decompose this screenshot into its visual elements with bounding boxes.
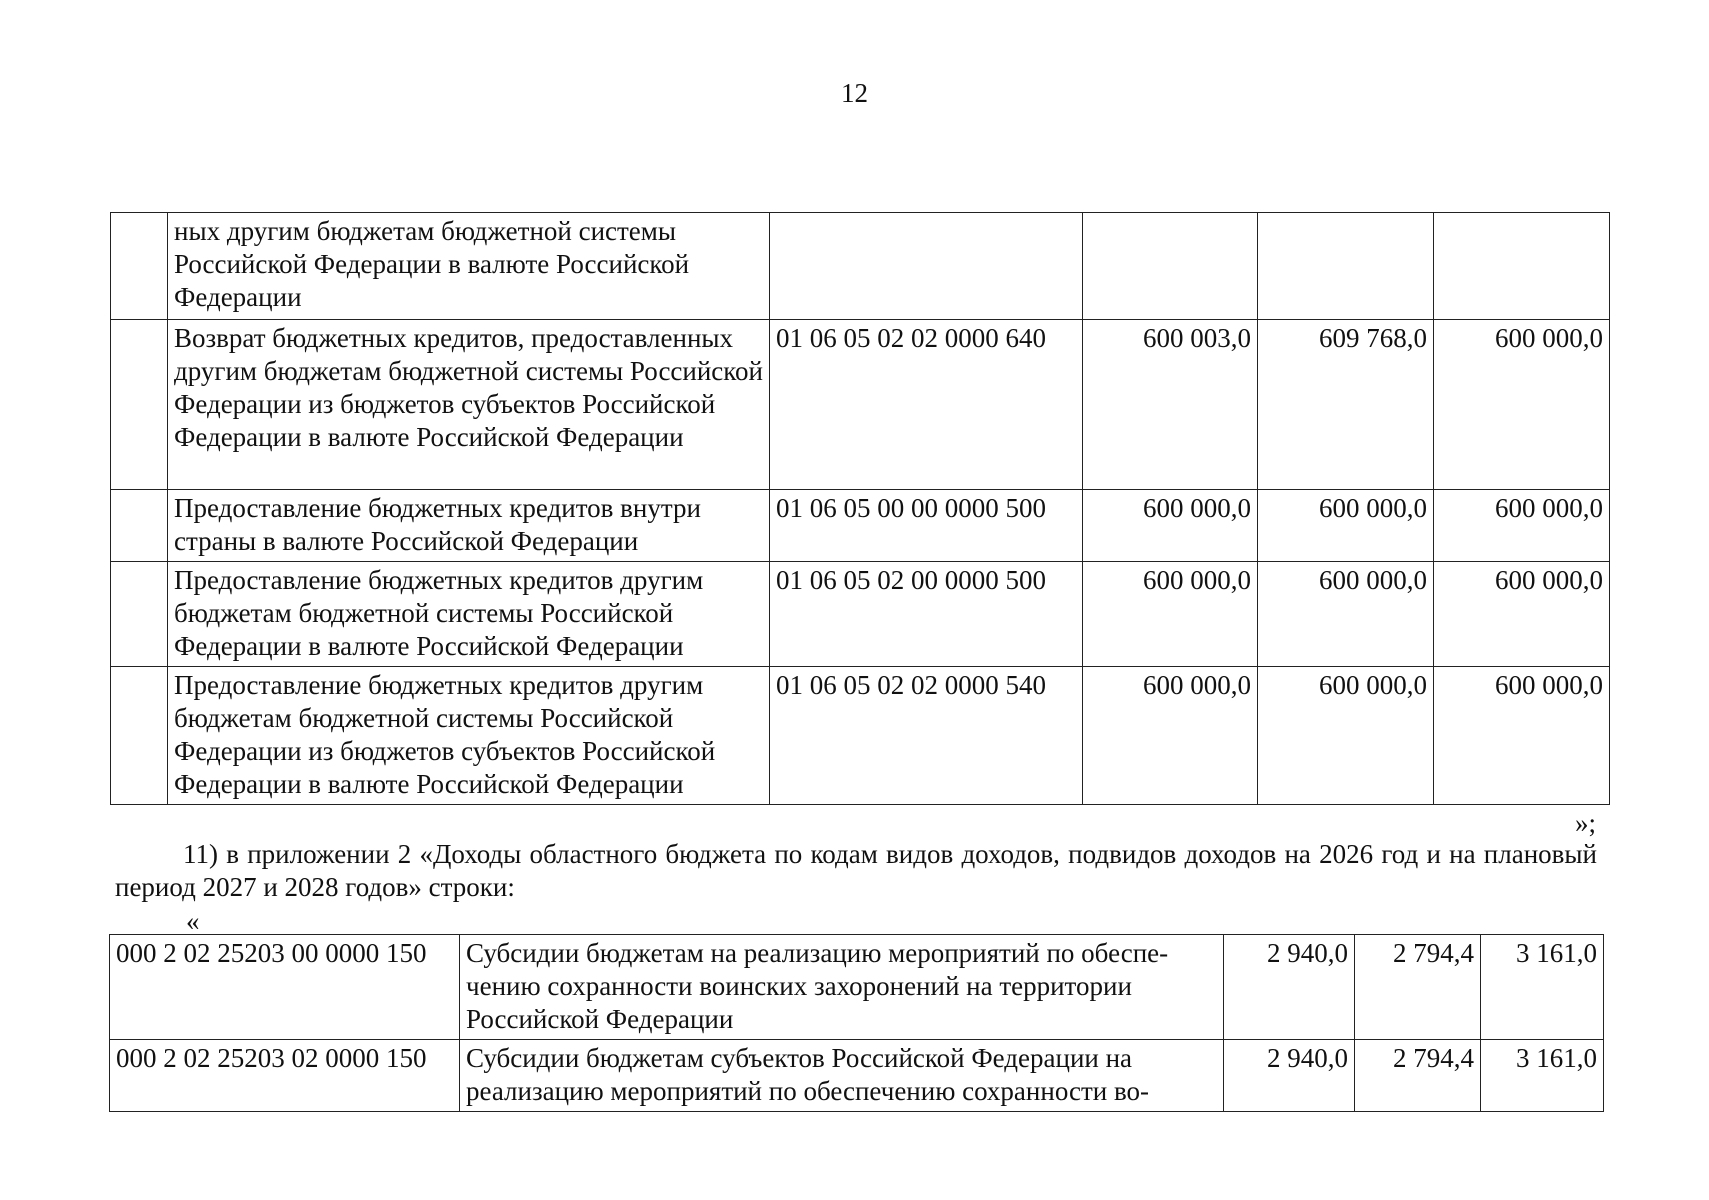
table-row bbox=[111, 213, 1610, 320]
value-2028-cell bbox=[1434, 213, 1610, 320]
value-2027-cell: 600 000,0 bbox=[1258, 490, 1434, 562]
value-2028-cell: 600 000,0 bbox=[1434, 562, 1610, 667]
code-cell: 000 2 02 25203 02 0000 150 bbox=[110, 1040, 460, 1112]
table-row bbox=[111, 490, 1610, 562]
value-2027-cell: 2 794,4 bbox=[1355, 1040, 1481, 1112]
row-number-cell bbox=[111, 562, 168, 667]
closing-quote: »; bbox=[1574, 808, 1596, 838]
code-cell: 01 06 05 02 02 0000 540 bbox=[770, 667, 1083, 805]
table-row bbox=[111, 562, 1610, 667]
table-row bbox=[111, 667, 1610, 805]
sources-table bbox=[110, 212, 1610, 805]
value-2028-cell: 600 000,0 bbox=[1434, 320, 1610, 490]
row-number-cell bbox=[111, 490, 168, 562]
description-cell: Предоставление бюджетных кредитов другим бюджетам бюджетной системы Российской Федерации в валюте Российской Федерации bbox=[168, 562, 770, 667]
value-2026-cell: 600 003,0 bbox=[1083, 320, 1258, 490]
description-cell: Предоставление бюджетных кредитов другим бюджетам бюджетной системы Российской Федерации из бюджетов субъектов Российской Федерации в валюте Российской Федерации bbox=[168, 667, 770, 805]
row-number-cell bbox=[111, 667, 168, 805]
value-2027-cell: 609 768,0 bbox=[1258, 320, 1434, 490]
value-2027-cell: 600 000,0 bbox=[1258, 562, 1434, 667]
description-cell: Возврат бюджетных кредитов, предоставленных другим бюджетам бюджетной системы Российской Федерации из бюджетов субъектов Российской Федерации в валюте Российской Федерации bbox=[168, 320, 770, 490]
table-row bbox=[110, 1040, 1604, 1112]
description-cell: Субсидии бюджетам на реализацию мероприятий по обеспечению сохранности воинских захоронений на территории Российской Федерации bbox=[460, 935, 1224, 1040]
value-2026-cell: 2 940,0 bbox=[1224, 935, 1355, 1040]
amendment-paragraph: 11) в приложении 2 «Доходы областного бюджета по кодам видов доходов, подвидов доходов на 2026 год и на плановый период 2027 и 2028 годов» строки: bbox=[115, 839, 1597, 902]
value-2027-cell bbox=[1258, 213, 1434, 320]
income-table bbox=[109, 934, 1604, 1112]
page-number: 12 bbox=[841, 78, 868, 108]
code-cell bbox=[770, 213, 1083, 320]
value-2026-cell: 600 000,0 bbox=[1083, 490, 1258, 562]
value-2028-cell: 3 161,0 bbox=[1481, 935, 1604, 1040]
value-2028-cell: 600 000,0 bbox=[1434, 667, 1610, 805]
row-number-cell bbox=[111, 213, 168, 320]
value-2026-cell: 600 000,0 bbox=[1083, 562, 1258, 667]
value-2026-cell: 2 940,0 bbox=[1224, 1040, 1355, 1112]
code-cell: 000 2 02 25203 00 0000 150 bbox=[110, 935, 460, 1040]
code-cell: 01 06 05 00 00 0000 500 bbox=[770, 490, 1083, 562]
table-row bbox=[111, 320, 1610, 490]
value-2027-cell: 600 000,0 bbox=[1258, 667, 1434, 805]
code-cell: 01 06 05 02 02 0000 640 bbox=[770, 320, 1083, 490]
value-2028-cell: 3 161,0 bbox=[1481, 1040, 1604, 1112]
value-2026-cell: 600 000,0 bbox=[1083, 667, 1258, 805]
table-row bbox=[110, 935, 1604, 1040]
description-cell: ных другим бюджетам бюджетной системы Российской Федерации в валюте Российской Федерации bbox=[168, 213, 770, 320]
value-2026-cell bbox=[1083, 213, 1258, 320]
opening-quote: « bbox=[186, 906, 200, 936]
row-number-cell bbox=[111, 320, 168, 490]
description-cell: Предоставление бюджетных кредитов внутри страны в валюте Российской Федерации bbox=[168, 490, 770, 562]
description-cell: Субсидии бюджетам субъектов Российской Федерации на реализацию мероприятий по обеспечению сохранности во- bbox=[460, 1040, 1224, 1112]
code-cell: 01 06 05 02 00 0000 500 bbox=[770, 562, 1083, 667]
value-2027-cell: 2 794,4 bbox=[1355, 935, 1481, 1040]
value-2028-cell: 600 000,0 bbox=[1434, 490, 1610, 562]
